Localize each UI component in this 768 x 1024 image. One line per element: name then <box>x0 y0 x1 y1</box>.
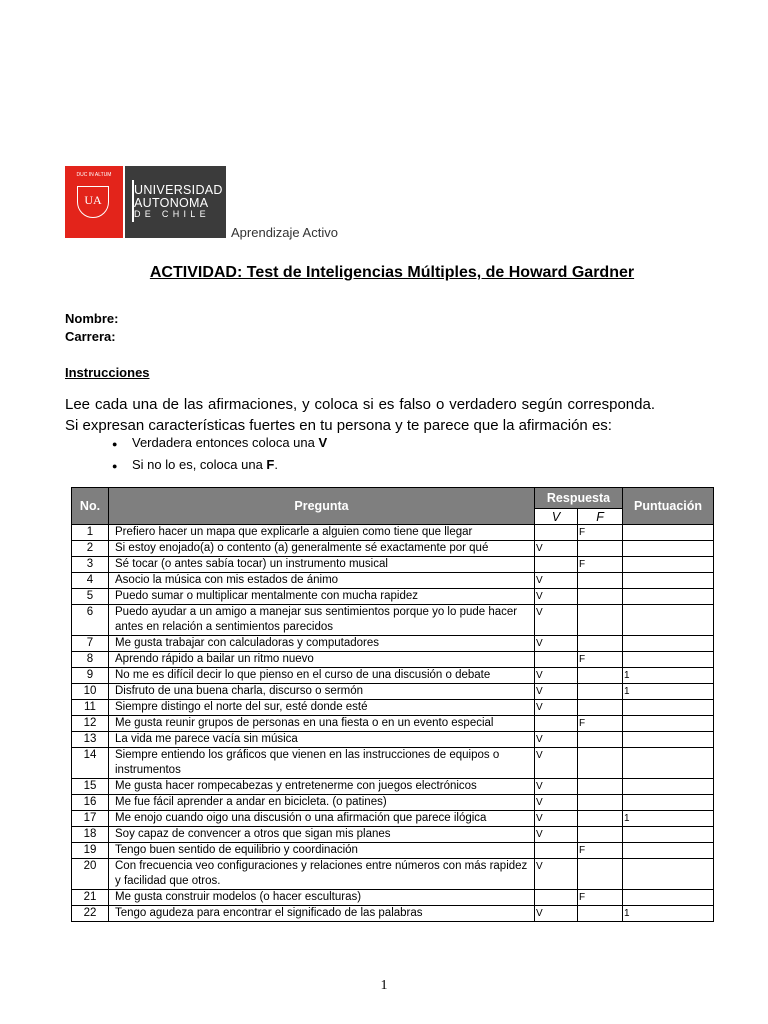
answer-v[interactable]: V <box>535 859 578 890</box>
table-row <box>72 906 714 922</box>
row-number[interactable]: 5 <box>72 589 109 605</box>
table-row <box>72 541 714 557</box>
answer-f[interactable]: F <box>578 890 623 906</box>
question-text[interactable]: Puedo ayudar a un amigo a manejar sus sentimientos porque yo lo pude hacer antes en relación a sentimientos parecidos <box>109 605 535 636</box>
score[interactable] <box>623 525 714 541</box>
question-text[interactable]: Me gusta reunir grupos de personas en una fiesta o en un evento especial <box>109 716 535 732</box>
answer-f[interactable] <box>578 732 623 748</box>
answer-f[interactable] <box>578 605 623 636</box>
table-row <box>72 652 714 668</box>
score[interactable]: 1 <box>623 906 714 922</box>
table-row <box>72 748 714 779</box>
question-text[interactable]: Me gusta construir modelos (o hacer esculturas) <box>109 890 535 906</box>
score[interactable] <box>623 732 714 748</box>
question-text[interactable]: Disfruto de una buena charla, discurso o sermón <box>109 684 535 700</box>
answer-v[interactable]: V <box>535 700 578 716</box>
score[interactable] <box>623 827 714 843</box>
questionnaire-table <box>71 487 714 922</box>
answer-v[interactable] <box>535 890 578 906</box>
score[interactable] <box>623 795 714 811</box>
answer-f[interactable] <box>578 589 623 605</box>
answer-v[interactable]: V <box>535 589 578 605</box>
score[interactable]: 1 <box>623 811 714 827</box>
instructions-line-2: Si expresan características fuertes en tu persona y te parece que la afirmación es: <box>65 417 612 434</box>
answer-v[interactable]: V <box>535 811 578 827</box>
table-row <box>72 795 714 811</box>
university-logo-emblem <box>65 166 123 238</box>
row-number[interactable]: 13 <box>72 732 109 748</box>
question-text[interactable]: Siempre distingo el norte del sur, esté donde esté <box>109 700 535 716</box>
question-text[interactable]: Siempre entiendo los gráficos que vienen en las instrucciones de equipos o instrumentos <box>109 748 535 779</box>
table-row <box>72 557 714 573</box>
score[interactable] <box>623 557 714 573</box>
carrera-label: Carrera: <box>65 329 116 344</box>
table-row <box>72 589 714 605</box>
question-text[interactable]: Puedo sumar o multiplicar mentalmente con mucha rapidez <box>109 589 535 605</box>
table-row <box>72 668 714 684</box>
answer-v[interactable] <box>535 557 578 573</box>
score[interactable]: 1 <box>623 668 714 684</box>
row-number[interactable]: 3 <box>72 557 109 573</box>
row-number[interactable]: 2 <box>72 541 109 557</box>
question-text[interactable]: No me es difícil decir lo que pienso en el curso de una discusión o debate <box>109 668 535 684</box>
row-number[interactable]: 14 <box>72 748 109 779</box>
answer-v[interactable]: V <box>535 906 578 922</box>
question-text[interactable]: La vida me parece vacía sin música <box>109 732 535 748</box>
question-text[interactable]: Asocio la música con mis estados de ánimo <box>109 573 535 589</box>
row-number[interactable]: 4 <box>72 573 109 589</box>
row-number[interactable]: 15 <box>72 779 109 795</box>
question-text[interactable]: Sé tocar (o antes sabía tocar) un instrumento musical <box>109 557 535 573</box>
page-title: ACTIVIDAD: Test de Inteligencias Múltiples, de Howard Gardner <box>149 264 635 281</box>
nombre-label: Nombre: <box>65 311 119 326</box>
answer-v[interactable] <box>535 652 578 668</box>
question-text[interactable]: Me gusta hacer rompecabezas y entretenerme con juegos electrónicos <box>109 779 535 795</box>
answer-f[interactable] <box>578 748 623 779</box>
row-number[interactable]: 7 <box>72 636 109 652</box>
row-number[interactable]: 8 <box>72 652 109 668</box>
logo-motto: DUC IN ALTUM <box>76 172 112 178</box>
score[interactable] <box>623 636 714 652</box>
row-number[interactable]: 12 <box>72 716 109 732</box>
answer-f[interactable] <box>578 827 623 843</box>
university-logo-wordmark <box>125 166 226 238</box>
answer-f[interactable] <box>578 636 623 652</box>
logo-line-2: AUTONOMA <box>134 196 209 210</box>
bullet-icon: ● <box>112 460 118 471</box>
col-header-pregunta: Pregunta <box>109 488 535 525</box>
question-text[interactable]: Soy capaz de convencer a otros que sigan mis planes <box>109 827 535 843</box>
answer-f[interactable] <box>578 700 623 716</box>
table-row <box>72 716 714 732</box>
row-number[interactable]: 16 <box>72 795 109 811</box>
answer-v[interactable]: V <box>535 795 578 811</box>
answer-v[interactable]: V <box>535 779 578 795</box>
question-text[interactable]: Tengo agudeza para encontrar el significado de las palabras <box>109 906 535 922</box>
question-text[interactable]: Aprendo rápido a bailar un ritmo nuevo <box>109 652 535 668</box>
answer-f[interactable]: F <box>578 557 623 573</box>
col-header-v: V <box>535 509 578 525</box>
col-header-f: F <box>578 509 623 525</box>
answer-f[interactable]: F <box>578 716 623 732</box>
score[interactable] <box>623 779 714 795</box>
score[interactable]: 1 <box>623 684 714 700</box>
bullet-true: ● Verdadera entonces coloca una V <box>112 435 328 450</box>
answer-f[interactable] <box>578 668 623 684</box>
logo-line-3: DE CHILE <box>134 209 210 219</box>
answer-v[interactable] <box>535 716 578 732</box>
table-row <box>72 573 714 589</box>
answer-f[interactable]: F <box>578 652 623 668</box>
row-number[interactable]: 1 <box>72 525 109 541</box>
answer-v[interactable]: V <box>535 827 578 843</box>
col-header-puntuacion: Puntuación <box>623 488 714 525</box>
answer-f[interactable] <box>578 684 623 700</box>
row-number[interactable]: 22 <box>72 906 109 922</box>
answer-v[interactable] <box>535 525 578 541</box>
answer-f[interactable]: F <box>578 843 623 859</box>
score[interactable] <box>623 890 714 906</box>
answer-f[interactable] <box>578 859 623 890</box>
table-row <box>72 684 714 700</box>
answer-v[interactable] <box>535 843 578 859</box>
instructions-line-1: Lee cada una de las afirmaciones, y coloca si es falso o verdadero según corresponda. <box>65 396 655 413</box>
logo-line-1: UNIVERSIDAD <box>134 183 223 197</box>
col-header-respuesta: Respuesta <box>535 488 623 509</box>
row-number[interactable]: 10 <box>72 684 109 700</box>
question-text[interactable]: Si estoy enojado(a) o contento (a) generalmente sé exactamente por qué <box>109 541 535 557</box>
answer-v[interactable]: V <box>535 636 578 652</box>
table-row <box>72 859 714 890</box>
question-text[interactable]: Me gusta trabajar con calculadoras y computadores <box>109 636 535 652</box>
document-subtitle: Aprendizaje Activo <box>231 225 338 240</box>
answer-v[interactable]: V <box>535 748 578 779</box>
row-number[interactable]: 20 <box>72 859 109 890</box>
answer-f[interactable] <box>578 541 623 557</box>
score[interactable] <box>623 843 714 859</box>
answer-v[interactable]: V <box>535 573 578 589</box>
answer-v[interactable]: V <box>535 605 578 636</box>
answer-v[interactable]: V <box>535 541 578 557</box>
answer-v[interactable]: V <box>535 732 578 748</box>
bullet-false: ● Si no lo es, coloca una F. <box>112 457 278 472</box>
page-number: 1 <box>380 978 388 993</box>
score[interactable] <box>623 859 714 890</box>
answer-v[interactable]: V <box>535 668 578 684</box>
score[interactable] <box>623 541 714 557</box>
table-row <box>72 636 714 652</box>
logo-seal: UA <box>77 186 109 218</box>
instructions-heading: Instrucciones <box>65 365 150 380</box>
col-header-no: No. <box>72 488 109 525</box>
table-row <box>72 890 714 906</box>
table-row <box>72 732 714 748</box>
answer-f[interactable] <box>578 573 623 589</box>
table-row <box>72 811 714 827</box>
answer-f[interactable] <box>578 779 623 795</box>
score[interactable] <box>623 605 714 636</box>
score[interactable] <box>623 700 714 716</box>
answer-v[interactable]: V <box>535 684 578 700</box>
table-row <box>72 700 714 716</box>
row-number[interactable]: 18 <box>72 827 109 843</box>
question-text[interactable]: Me fue fácil aprender a andar en bicicleta. (o patines) <box>109 795 535 811</box>
row-number[interactable]: 19 <box>72 843 109 859</box>
table-row <box>72 827 714 843</box>
table-row <box>72 525 714 541</box>
row-number[interactable]: 11 <box>72 700 109 716</box>
answer-f[interactable]: F <box>578 525 623 541</box>
row-number[interactable]: 6 <box>72 605 109 636</box>
answer-f[interactable] <box>578 795 623 811</box>
score[interactable] <box>623 652 714 668</box>
bullet-icon: ● <box>112 438 118 449</box>
question-text[interactable]: Con frecuencia veo configuraciones y relaciones entre números con más rapidez y facilidad que otros. <box>109 859 535 890</box>
row-number[interactable]: 21 <box>72 890 109 906</box>
table-row <box>72 605 714 636</box>
row-number[interactable]: 9 <box>72 668 109 684</box>
question-text[interactable]: Me enojo cuando oigo una discusión o una afirmación que parece ilógica <box>109 811 535 827</box>
answer-f[interactable] <box>578 906 623 922</box>
score[interactable] <box>623 573 714 589</box>
row-number[interactable]: 17 <box>72 811 109 827</box>
table-row <box>72 779 714 795</box>
answer-f[interactable] <box>578 811 623 827</box>
table-row <box>72 843 714 859</box>
score[interactable] <box>623 748 714 779</box>
question-text[interactable]: Tengo buen sentido de equilibrio y coordinación <box>109 843 535 859</box>
score[interactable] <box>623 716 714 732</box>
score[interactable] <box>623 589 714 605</box>
question-text[interactable]: Prefiero hacer un mapa que explicarle a alguien como tiene que llegar <box>109 525 535 541</box>
